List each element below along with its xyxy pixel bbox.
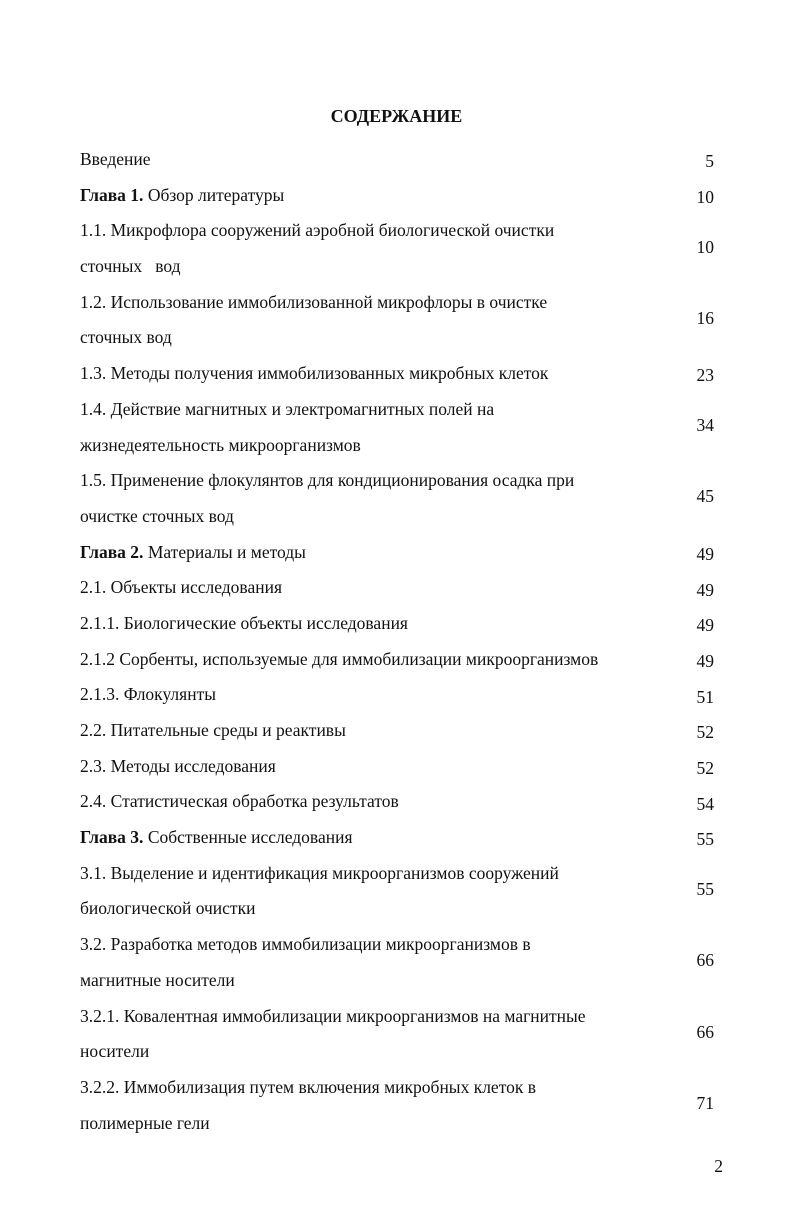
toc-page-number: 5	[705, 151, 714, 172]
toc-entry	[80, 927, 720, 998]
toc-page-number: 52	[696, 722, 714, 743]
toc-entry-text: биологической очистки	[80, 898, 256, 919]
toc-entry	[80, 856, 720, 927]
toc-entry-line	[80, 963, 720, 999]
toc-page-number: 71	[696, 1093, 714, 1114]
toc-entry-text: 2.4. Статистическая обработка результатов	[80, 791, 399, 812]
toc-page-number: 23	[696, 365, 714, 386]
toc-entry	[80, 463, 720, 534]
toc-page-number: 51	[696, 686, 714, 707]
toc-entry	[80, 713, 720, 749]
toc-entry-line	[80, 178, 720, 214]
toc-entry-line	[80, 1070, 720, 1106]
toc-entry-text: 2.3. Методы исследования	[80, 755, 276, 776]
toc-entry-text: 1.5. Применение флокулянтов для кондиционирования осадка при	[80, 470, 575, 491]
toc-entry-text: Введение	[80, 149, 151, 169]
toc-entry-text: 2.1. Объекты исследования	[80, 577, 283, 598]
toc-entry-line	[80, 463, 720, 499]
toc-entry	[80, 749, 720, 785]
page-number: 2	[714, 1156, 723, 1176]
toc-entry-line	[80, 428, 720, 464]
toc-entry-line	[80, 142, 720, 178]
toc-page-number: 52	[696, 758, 714, 779]
toc-entry-line	[80, 320, 720, 356]
toc-page-number: 66	[696, 950, 714, 971]
toc-entry-text: сточных вод	[80, 327, 172, 348]
toc-entry-line	[80, 535, 720, 571]
toc-entry-line	[80, 1034, 720, 1070]
toc-page-number: 10	[696, 236, 714, 257]
toc-entry-line	[80, 999, 720, 1035]
toc-entry-text: жизнедеятельность микроорганизмов	[80, 434, 361, 455]
toc-entry-text: полимерные гели	[80, 1112, 210, 1133]
toc-entry	[80, 285, 720, 356]
toc-page-number: 55	[696, 878, 714, 899]
toc-entry-line	[80, 570, 720, 606]
toc-page-number: 10	[696, 187, 714, 208]
toc-entry-text: 2.1.3. Флокулянты	[80, 684, 216, 705]
toc-entry-text: Обзор литературы	[143, 184, 285, 205]
toc-page-number: 16	[696, 307, 714, 328]
toc-entry-text: Материалы и методы	[143, 541, 306, 562]
toc-entry-line	[80, 1106, 720, 1142]
toc-entry-text: 3.2.1. Ковалентная иммобилизации микроорганизмов на магнитные	[80, 1005, 586, 1026]
toc-entry	[80, 642, 720, 678]
page-title: СОДЕРЖАНИЕ	[330, 106, 463, 126]
toc-page-number: 54	[696, 793, 714, 814]
toc-entry-text: 1.4. Действие магнитных и электромагнитных полей на	[80, 398, 495, 419]
toc-entry	[80, 784, 720, 820]
toc-entry-text: Собственные исследования	[143, 827, 353, 848]
toc-page-number: 49	[696, 650, 714, 671]
toc-entry	[80, 142, 720, 178]
toc-entry-line	[80, 356, 720, 392]
toc-entry	[80, 820, 720, 856]
toc-page-number: 55	[696, 829, 714, 850]
toc-page-number: 49	[696, 579, 714, 600]
toc-entry-line	[80, 249, 720, 285]
toc-entry-text: 2.1.2 Сорбенты, используемые для иммобилизации микроорганизмов	[80, 648, 599, 669]
toc-entry-text: 3.2. Разработка методов иммобилизации микроорганизмов в	[80, 934, 531, 955]
toc-entry-line	[80, 392, 720, 428]
toc-entry-line	[80, 891, 720, 927]
toc-entry-line	[80, 856, 720, 892]
toc-entry-line	[80, 606, 720, 642]
toc-entry	[80, 535, 720, 571]
toc-entry	[80, 570, 720, 606]
toc-entry	[80, 213, 720, 284]
toc-entry-text: 3.2.2. Иммобилизация путем включения микробных клеток в	[80, 1076, 536, 1097]
chapter-label: Глава 3.	[80, 827, 144, 848]
toc-entry-line	[80, 749, 720, 785]
toc-entry-text: 3.1. Выделение и идентификация микроорганизмов сооружений	[80, 862, 559, 883]
toc-entry	[80, 677, 720, 713]
toc-entry	[80, 178, 720, 214]
table-of-contents	[80, 142, 720, 1141]
toc-entry-line	[80, 213, 720, 249]
toc-page-number: 45	[696, 486, 714, 507]
toc-entry-text: 1.2. Использование иммобилизованной микрофлоры в очистке	[80, 291, 548, 312]
toc-entry-text: 2.1.1. Биологические объекты исследования	[80, 612, 408, 633]
toc-entry-line	[80, 927, 720, 963]
toc-page-number: 49	[696, 543, 714, 564]
toc-entry-text: очистке сточных вод	[80, 505, 234, 526]
chapter-label: Глава 2.	[80, 541, 144, 562]
chapter-label: Глава 1.	[80, 184, 144, 205]
toc-entry-text: 1.1. Микрофлора сооружений аэробной биологической очистки	[80, 220, 555, 241]
toc-entry-text: 1.3. Методы получения иммобилизованных микробных клеток	[80, 363, 549, 384]
toc-entry-line	[80, 499, 720, 535]
toc-page-number: 49	[696, 615, 714, 636]
toc-page-number: 66	[696, 1021, 714, 1042]
toc-entry-line	[80, 677, 720, 713]
toc-entry-line	[80, 820, 720, 856]
toc-page-number: 34	[696, 415, 714, 435]
toc-entry-text: 2.2. Питательные среды и реактивы	[80, 720, 346, 740]
toc-entry	[80, 999, 720, 1070]
toc-entry-line	[80, 285, 720, 321]
toc-entry	[80, 356, 720, 392]
toc-entry	[80, 392, 720, 463]
toc-entry-line	[80, 713, 720, 749]
toc-entry-text: носители	[80, 1041, 150, 1062]
toc-entry-line	[80, 642, 720, 678]
toc-entry-line	[80, 784, 720, 820]
toc-entry-text: сточных вод	[80, 256, 181, 277]
toc-entry-text: магнитные носители	[80, 969, 235, 990]
toc-entry	[80, 1070, 720, 1141]
toc-entry	[80, 606, 720, 642]
